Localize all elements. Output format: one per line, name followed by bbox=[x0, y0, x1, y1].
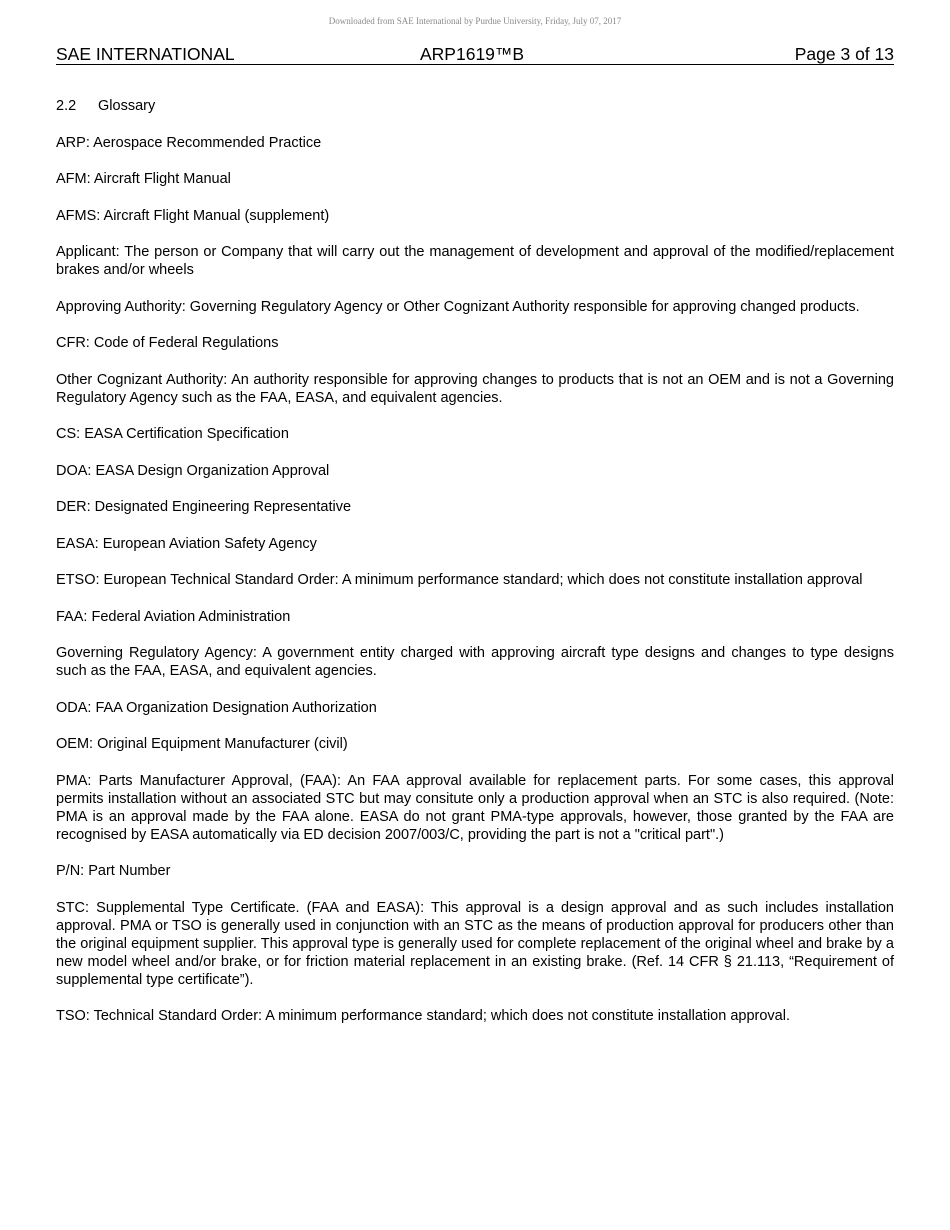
glossary-entry-cs: CS: EASA Certification Specification bbox=[56, 426, 289, 442]
glossary-entry-pn: P/N: Part Number bbox=[56, 863, 171, 879]
header-page-number: Page 3 of 13 bbox=[794, 44, 894, 64]
glossary-entry-oem: OEM: Original Equipment Manufacturer (civil) bbox=[56, 736, 348, 752]
glossary-entry-easa: EASA: European Aviation Safety Agency bbox=[56, 535, 317, 552]
glossary-entry-oda: ODA: FAA Organization Designation Authorization bbox=[56, 699, 377, 716]
glossary-entry-other-cognizant-authority: Other Cognizant Authority: An authority responsible for approving changes to products that is not an OEM and is not a Governing Regulatory Agency such as the FAA, EASA, and equivalent agencies. bbox=[56, 371, 894, 406]
header-organization: SAE INTERNATIONAL bbox=[56, 44, 235, 64]
glossary-entry-afm: AFM: Aircraft Flight Manual bbox=[56, 171, 231, 187]
page-header bbox=[56, 44, 894, 65]
section-heading bbox=[56, 97, 894, 115]
glossary-entry-tso: TSO: Technical Standard Order: A minimum performance standard; which does not constitute installation approval. bbox=[56, 1008, 790, 1024]
glossary-entry-cfr: CFR: Code of Federal Regulations bbox=[56, 335, 279, 351]
glossary-entry-arp: ARP: Aerospace Recommended Practice bbox=[56, 134, 322, 151]
glossary-entry-doa: DOA: EASA Design Organization Approval bbox=[56, 462, 330, 479]
section-title: Glossary bbox=[98, 98, 156, 114]
document-body bbox=[56, 97, 894, 1044]
download-watermark: Downloaded from SAE International by Purdue University, Friday, July 07, 2017 bbox=[328, 16, 622, 26]
glossary-entry-governing-regulatory-agency: Governing Regulatory Agency: A government entity charged with approving aircraft type designs and changes to type designs such as the FAA, EASA, and equivalent agencies. bbox=[56, 645, 894, 679]
glossary-entry-applicant: Applicant: The person or Company that will carry out the management of development and approval of the modified/replacement brakes and/or wheels bbox=[56, 244, 894, 278]
glossary-entry-stc: STC: Supplemental Type Certificate. (FAA and EASA): This approval is a design approval and as such includes installation approval. PMA or TSO is generally used in conjunction with an STC as the means of production approval for producers other than the original equipment supplier. This approval type is generally used for complete replacement of the original wheel and brake by a new model wheel and/or brake, or for friction material replacement in an existing brake. (Ref. 14 CFR § 21.113, “Requirement of supplemental type certificate”). bbox=[56, 899, 894, 988]
glossary-entry-pma: PMA: Parts Manufacturer Approval, (FAA): An FAA approval available for replacement parts. For some cases, this approval permits installation without an associated STC but may consitute only a production approval when an STC is also required. (Note: PMA is an approval made by the FAA alone. EASA do not grant PMA-type approvals, however, those granted by the FAA are recognised by EASA automatically via ED decision 2007/003/C, providing the part is not a "critical part".) bbox=[56, 772, 894, 843]
glossary-entry-der: DER: Designated Engineering Representative bbox=[56, 499, 352, 515]
glossary-list bbox=[56, 134, 894, 1026]
glossary-entry-faa: FAA: Federal Aviation Administration bbox=[56, 608, 291, 625]
glossary-entry-etso: ETSO: European Technical Standard Order: A minimum performance standard; which does not constitute installation approval bbox=[56, 572, 863, 588]
section-number: 2.2 bbox=[56, 98, 77, 114]
glossary-entry-afms: AFMS: Aircraft Flight Manual (supplement) bbox=[56, 207, 330, 224]
header-document-id: ARP1619™B bbox=[420, 44, 525, 64]
glossary-entry-approving-authority: Approving Authority: Governing Regulatory Agency or Other Cognizant Authority responsible for approving changed products. bbox=[56, 298, 860, 315]
